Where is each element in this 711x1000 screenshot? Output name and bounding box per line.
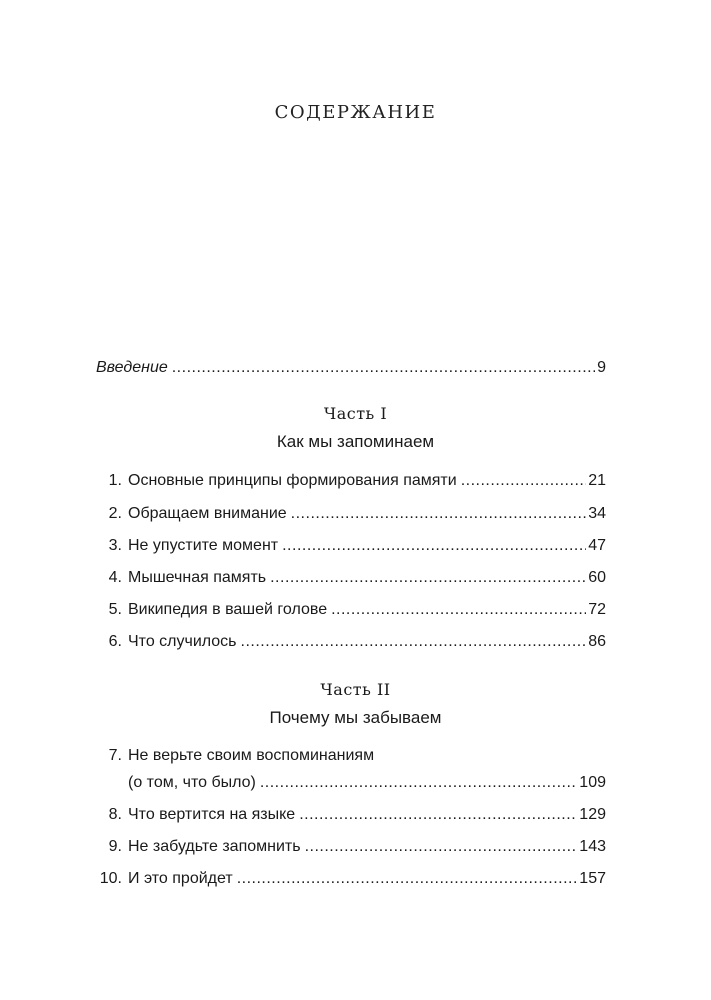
toc-entry-page: 129 [579,806,606,823]
dot-leader [241,632,587,652]
toc-entry-number: 4. [108,569,122,586]
toc-entry-number: 9. [108,838,122,855]
toc-entry [96,568,606,588]
toc-entry [96,600,606,620]
dot-leader [282,536,586,556]
dot-leader [305,837,578,857]
dot-leader [299,805,577,825]
toc-entry-number: 1. [108,472,122,489]
toc-entry [96,805,606,825]
toc-entry-title: Не забудьте запомнить [128,838,301,855]
part-title: Почему мы забываем [269,708,442,727]
part-title: Как мы запоминаем [276,432,435,451]
toc-entry-title: Что случилось [128,633,237,650]
toc-entry-title: Основные принципы формирования памяти [128,472,457,489]
toc-entry [96,869,606,889]
toc-entry-page: 21 [588,472,606,489]
toc-entry [96,471,606,491]
toc-entry-page: 109 [579,774,606,791]
part-label: Часть II [320,680,391,699]
toc-entry-page: 34 [588,505,606,522]
toc-entry-page: 157 [579,870,606,887]
toc-entry [96,773,606,793]
toc-entry-title: Мышечная память [128,569,267,586]
toc-entry [96,536,606,556]
toc-entry-page: 143 [579,838,606,855]
part-label: Часть I [323,404,388,423]
toc-entry-number: 5. [108,601,122,618]
dot-leader [331,600,586,620]
toc-entry-number: 3. [108,537,122,554]
toc-entry [96,504,606,524]
dot-leader [172,358,595,378]
toc-entry-intro [96,358,606,378]
toc-entry-title: Не верьте своим воспоминаниям [128,747,375,764]
toc-entry-number: 6. [108,633,122,650]
toc-entry-first-line [96,746,374,766]
toc-entry-page: 60 [588,569,606,586]
toc-entry [96,837,606,857]
toc-entry-page: 47 [588,537,606,554]
dot-leader [461,471,587,491]
toc-entry-title: Обращаем внимание [128,505,287,522]
dot-leader [270,568,586,588]
toc-entry-title: Введение [96,359,168,376]
toc-entry-number: 10. [99,870,122,887]
toc-entry-title: (о том, что было) [128,774,256,791]
toc-entry-number: 7. [108,747,122,764]
toc-entry-page: 9 [597,359,606,376]
dot-leader [260,773,577,793]
dot-leader [237,869,578,889]
toc-entry-page: 86 [588,633,606,650]
page-title: СОДЕРЖАНИЕ [274,102,437,123]
toc-entry-title: Не упустите момент [128,537,279,554]
toc-entry-number: 8. [108,806,122,823]
toc-entry [96,632,606,652]
toc-entry-number: 2. [108,505,122,522]
toc-entry-page: 72 [588,601,606,618]
dot-leader [291,504,587,524]
toc-entry-title: И это пройдет [128,870,233,887]
toc-entry-title: Википедия в вашей голове [128,601,328,618]
toc-entry-title: Что вертится на языке [128,806,296,823]
